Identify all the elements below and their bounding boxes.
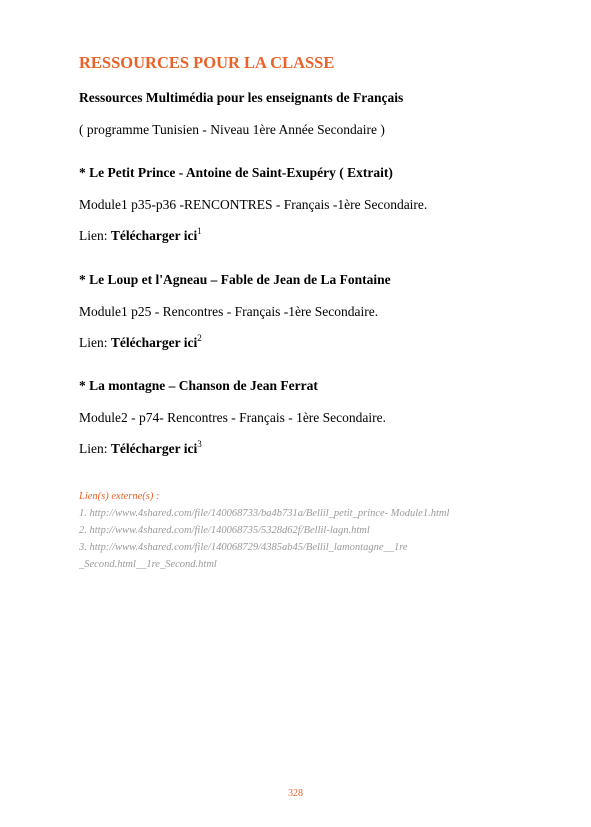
- external-link-3-continued[interactable]: _Second.html__1re_Second.html: [79, 559, 217, 570]
- link-prefix: Lien:: [79, 228, 108, 243]
- section-link-loup-agneau: [79, 335, 202, 351]
- external-link-1[interactable]: 1. http://www.4shared.com/file/140068733/ba4b731a/Bellil_petit_prince- Module1.html: [79, 508, 450, 519]
- link-prefix: Lien:: [79, 335, 108, 350]
- external-links-title: Lien(s) externe(s) :: [79, 491, 160, 502]
- section-link-montagne: [79, 441, 202, 457]
- download-link-petit-prince[interactable]: Télécharger ici: [110, 228, 198, 243]
- footnote-marker-1: 1: [197, 226, 202, 236]
- section-heading-petit-prince: * Le Petit Prince - Antoine de Saint-Exupéry ( Extrait): [79, 165, 393, 180]
- external-link-2[interactable]: 2. http://www.4shared.com/file/140068735/5328d62f/Bellil-lagn.html: [79, 525, 370, 536]
- section-heading-loup-agneau: * Le Loup et l'Agneau – Fable de Jean de La Fontaine: [79, 272, 391, 287]
- external-link-3[interactable]: 3. http://www.4shared.com/file/140068729/4385ab45/Bellil_lamontagne__1re: [79, 542, 408, 553]
- download-link-montagne[interactable]: Télécharger ici: [110, 441, 198, 456]
- page-subtitle: Ressources Multimédia pour les enseignants de Français: [79, 90, 404, 105]
- page-number: 328: [288, 788, 303, 799]
- link-prefix: Lien:: [79, 441, 108, 456]
- section-module-petit-prince: Module1 p35-p36 -RENCONTRES - Français -1ère Secondaire.: [79, 197, 428, 212]
- footnote-marker-2: 2: [197, 333, 202, 343]
- footnote-marker-3: 3: [197, 439, 202, 449]
- download-link-loup-agneau[interactable]: Télécharger ici: [110, 335, 198, 350]
- section-module-loup-agneau: Module1 p25 - Rencontres - Français -1ère Secondaire.: [79, 304, 379, 319]
- section-module-montagne: Module2 - p74- Rencontres - Français - 1ère Secondaire.: [79, 410, 387, 425]
- section-link-petit-prince: [79, 228, 202, 244]
- page-title: RESSOURCES POUR LA CLASSE: [79, 53, 335, 72]
- program-description: ( programme Tunisien - Niveau 1ère Année Secondaire ): [79, 122, 385, 137]
- section-heading-montagne: * La montagne – Chanson de Jean Ferrat: [79, 378, 318, 393]
